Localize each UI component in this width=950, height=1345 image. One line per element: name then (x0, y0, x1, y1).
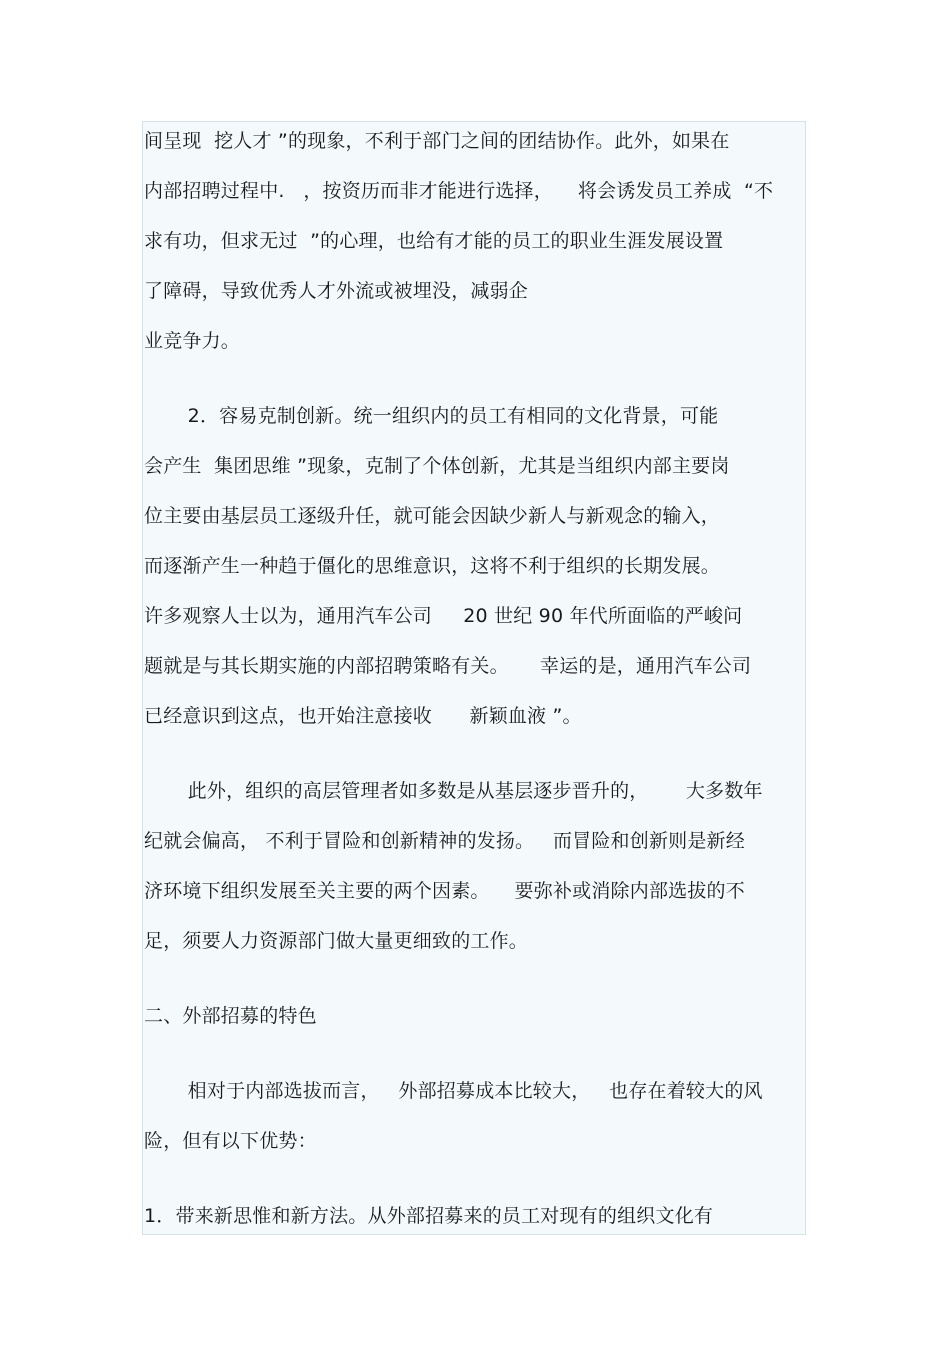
text-line: 足，须要人力资源部门做大量更细致的工作。 (144, 930, 529, 952)
text-line: 济环境下组织发展至关主要的两个因素。 要弥补或消除内部选拔的不 (144, 880, 745, 902)
text-line: 许多观察人士以为，通用汽车公司 20 世纪 90 年代所面临的严峻问 (144, 605, 743, 627)
paragraph-heading: 2．容易克制创新。统一组织内的员工有相同的文化背景，可能 (144, 405, 719, 427)
text-line: 内部招聘过程中. ，按资历而非才能进行选择， 将会诱发员工养成 “不 (144, 180, 774, 202)
text-line: 题就是与其长期实施的内部招聘策略有关。 幸运的是，通用汽车公司 (144, 655, 752, 677)
text-line: 相对于内部选拔而言， 外部招募成本比较大， 也存在着较大的风 (144, 1080, 763, 1102)
list-item: 1．带来新思惟和新方法。从外部招募来的员工对现有的组织文化有 (144, 1205, 714, 1227)
text-line: 位主要由基层员工逐级升任，就可能会因缺少新人与新观念的输入， (144, 505, 721, 527)
text-line: 求有功，但求无过 ”的心理，也给有才能的员工的职业生涯发展设置 (144, 230, 724, 252)
text-line: 此外，组织的高层管理者如多数是从基层逐步晋升的， 大多数年 (144, 780, 763, 802)
text-line: 业竞争力。 (144, 330, 241, 352)
section-heading: 二、外部招募的特色 (144, 1005, 317, 1027)
text-line: 已经意识到这点，也开始注意接收 新颖血液 ”。 (144, 705, 582, 727)
text-line: 间呈现 挖人才 ”的现象，不利于部门之间的团结协作。此外，如果在 (144, 130, 730, 152)
text-line: 会产生 集团思维 ”现象，克制了个体创新，尤其是当组织内部主要岗 (144, 455, 730, 477)
text-line: 纪就会偏高， 不利于冒险和创新精神的发扬。 而冒险和创新则是新经 (144, 830, 745, 852)
text-line: 而逐渐产生一种趋于僵化的思维意识，这将不利于组织的长期发展。 (144, 555, 721, 577)
text-line: 了障碍，导致优秀人才外流或被埋没，减弱企 (144, 280, 529, 302)
text-line: 险，但有以下优势： (144, 1130, 317, 1152)
